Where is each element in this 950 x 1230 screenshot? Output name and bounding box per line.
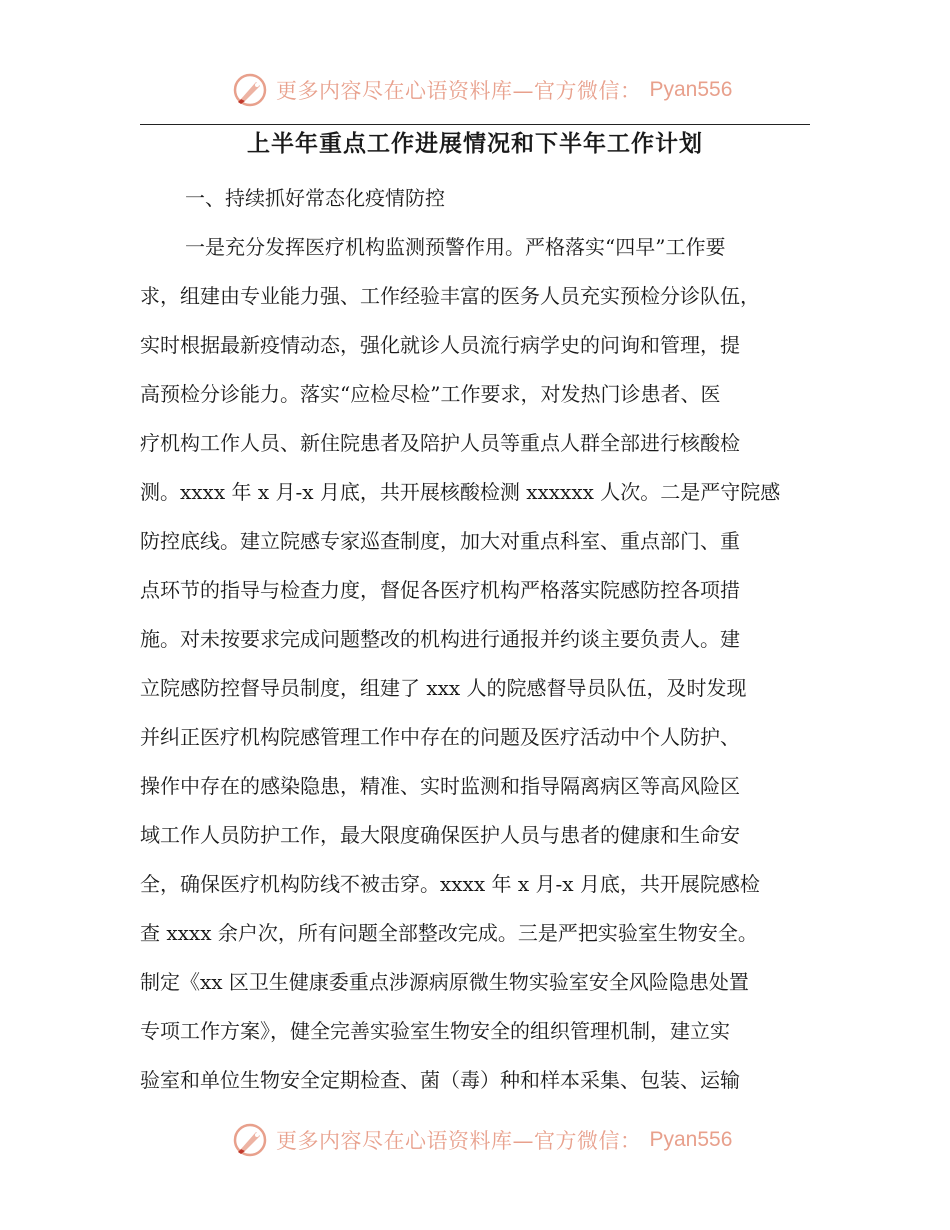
section-heading: 一、持续抓好常态化疫情防控: [185, 186, 445, 210]
body-line: 验室和单位生物安全定期检查、菌（毒）种和样本采集、包装、运输: [140, 1068, 740, 1092]
body-line: 一是充分发挥医疗机构监测预警作用。严格落实“四早”工作要: [185, 235, 726, 259]
footer-watermark: [232, 1120, 732, 1160]
body-line: 并纠正医疗机构院感管理工作中存在的问题及医疗活动中个人防护、: [140, 725, 740, 749]
body-line: 施。对未按要求完成问题整改的机构进行通报并约谈主要负责人。建: [140, 627, 740, 651]
body-line: 专项工作方案》，健全完善实验室生物安全的组织管理机制，建立实: [140, 1019, 730, 1043]
body-line: 实时根据最新疫情动态，强化就诊人员流行病学史的问询和管理，提: [140, 333, 740, 357]
pen-nib-logo-icon: [232, 1122, 268, 1158]
body-line: 高预检分诊能力。落实“应检尽检”工作要求，对发热门诊患者、医: [140, 382, 721, 406]
body-line: 求，组建由专业能力强、工作经验丰富的医务人员充实预检分诊队伍，: [140, 284, 760, 308]
watermark-text: 更多内容尽在心语资料库—官方微信：: [276, 79, 642, 103]
body-line: 测。xxxx 年 x 月-x 月底，共开展核酸检测 xxxxxx 人次。二是严守院感: [140, 480, 781, 504]
body-line: 疗机构工作人员、新住院患者及陪护人员等重点人群全部进行核酸检: [140, 431, 740, 455]
pen-nib-logo-icon: [232, 72, 268, 108]
page-title: 上半年重点工作进展情况和下半年工作计划: [247, 130, 703, 157]
body-line: 防控底线。建立院感专家巡查制度，加大对重点科室、重点部门、重: [140, 529, 740, 553]
body-line: 立院感防控督导员制度，组建了 xxx 人的院感督导员队伍，及时发现: [140, 676, 747, 700]
header-rule: [140, 124, 810, 125]
body-line: 查 xxxx 余户次，所有问题全部整改完成。三是严把实验室生物安全。: [140, 921, 758, 945]
body-line: 域工作人员防护工作，最大限度确保医护人员与患者的健康和生命安: [140, 823, 740, 847]
watermark-wechat-id: Pyan556: [649, 1128, 733, 1151]
header-watermark: [232, 70, 732, 110]
body-line: 操作中存在的感染隐患，精准、实时监测和指导隔离病区等高风险区: [140, 774, 740, 798]
body-line: 全，确保医疗机构防线不被击穿。xxxx 年 x 月-x 月底，共开展院感检: [140, 872, 760, 896]
watermark-text: 更多内容尽在心语资料库—官方微信：: [276, 1129, 642, 1153]
watermark-wechat-id: Pyan556: [649, 78, 733, 101]
body-line: 点环节的指导与检查力度，督促各医疗机构严格落实院感防控各项措: [140, 578, 740, 602]
body-line: 制定《xx 区卫生健康委重点涉源病原微生物实验室安全风险隐患处置: [140, 970, 749, 994]
